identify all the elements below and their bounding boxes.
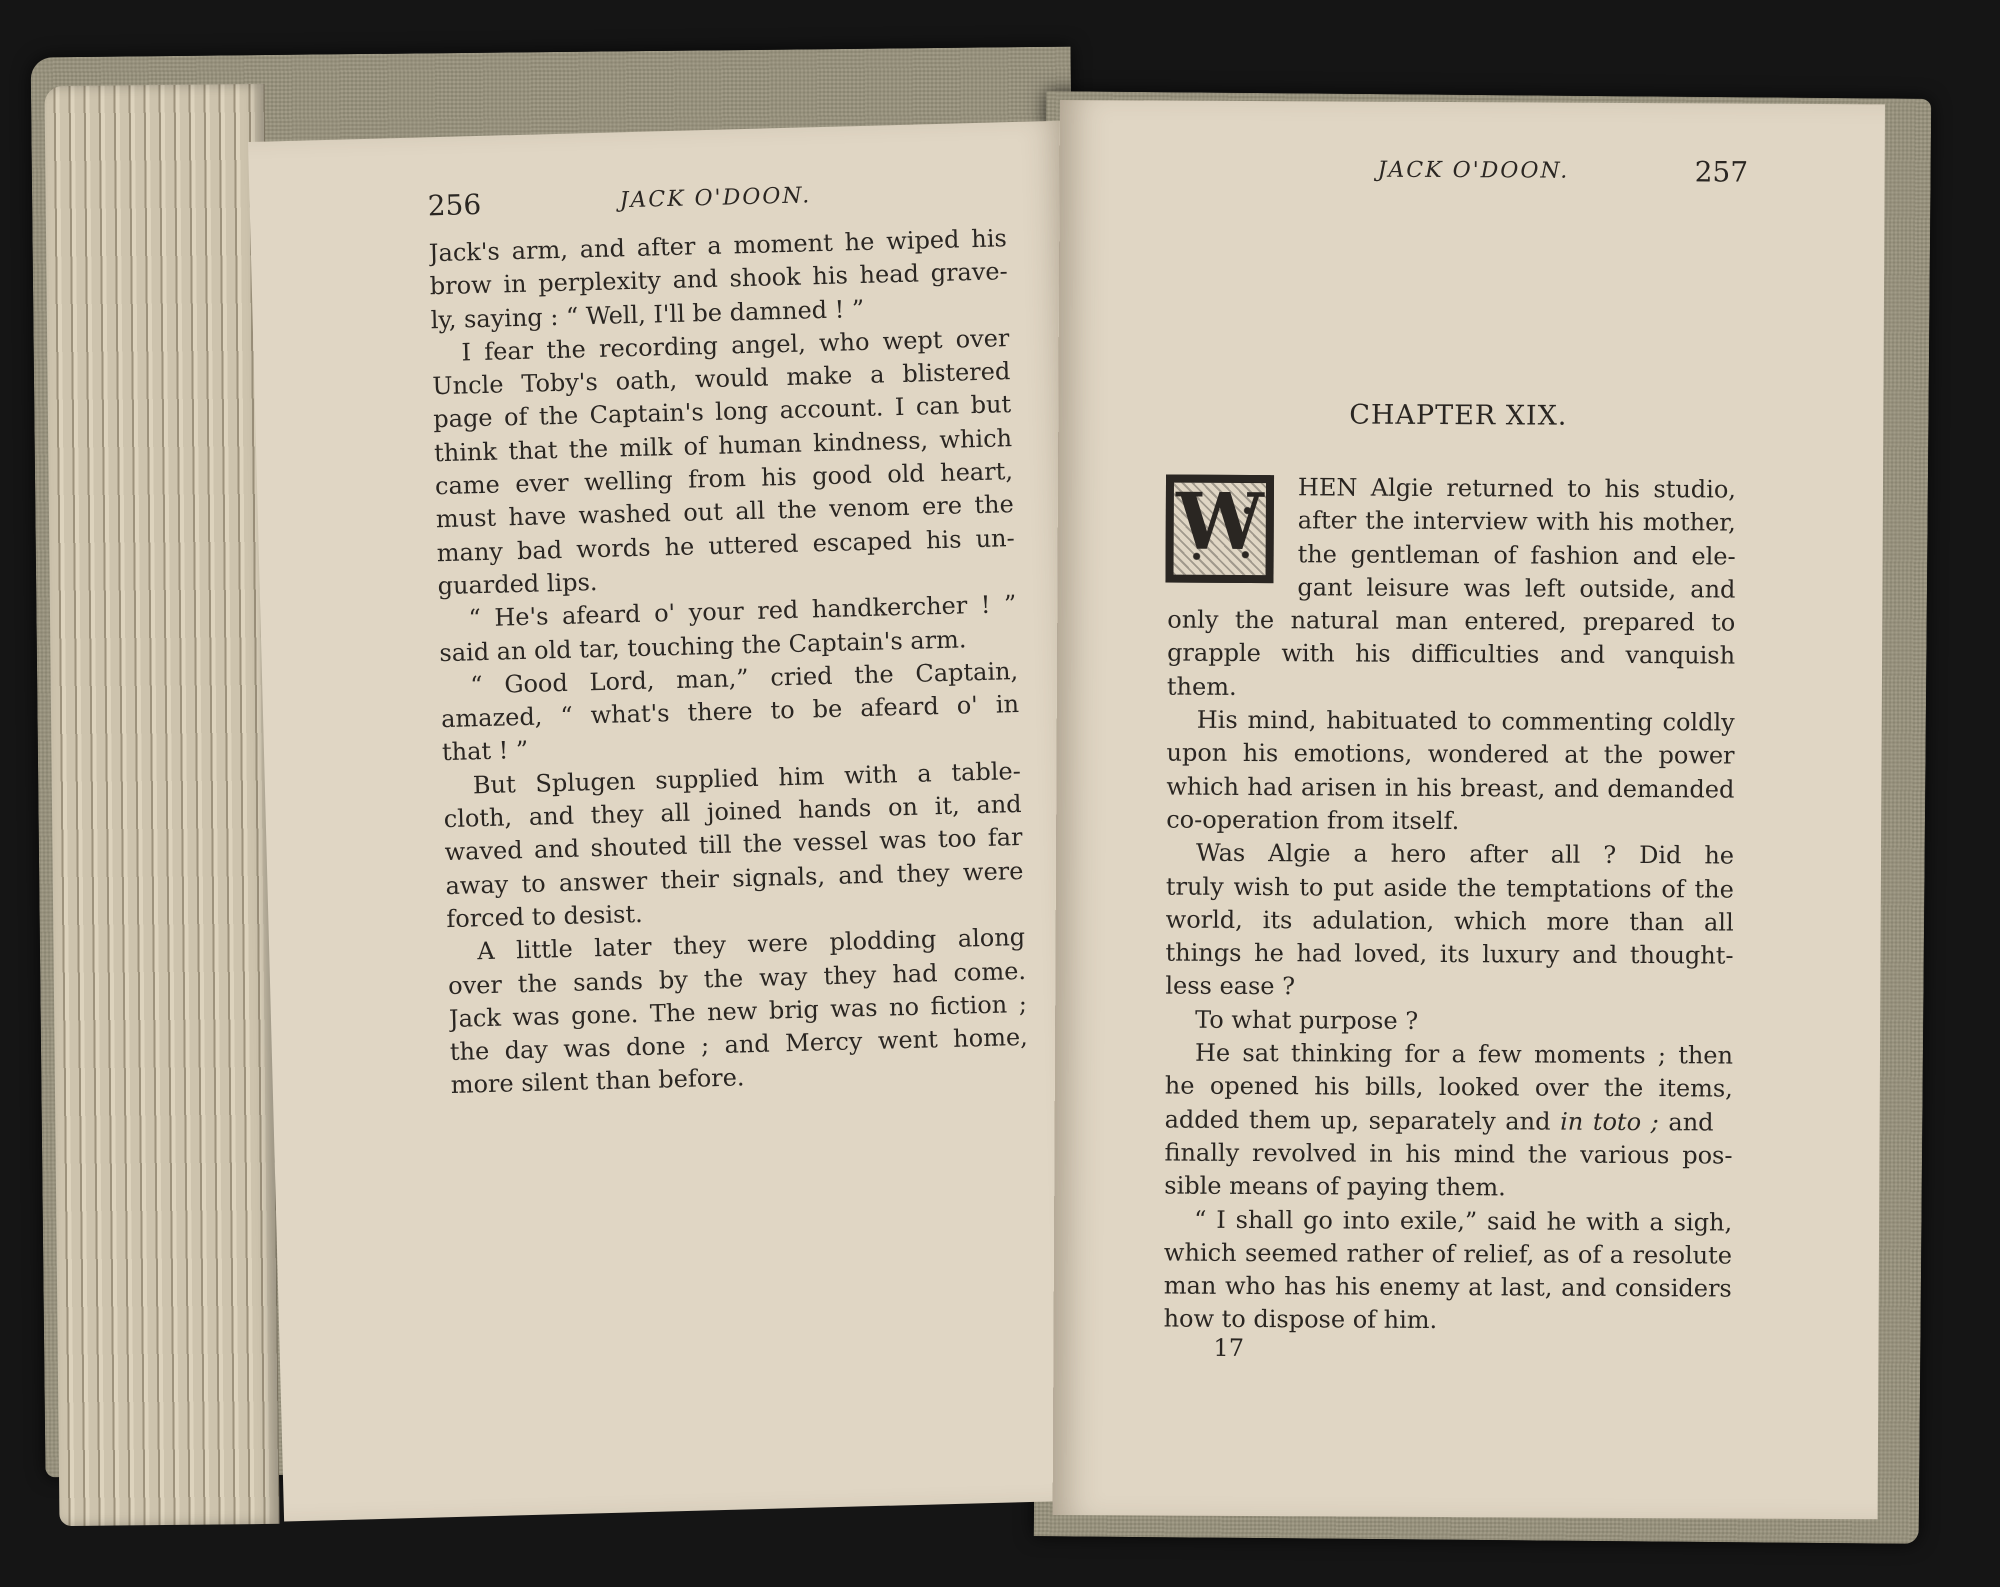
text-line: finally revolved in his mind the various pos- <box>1164 1138 1733 1170</box>
text-line: which seemed rather of relief, as of a resolute <box>1163 1238 1733 1270</box>
text-line: must have washed out all the venom ere the <box>435 490 1015 534</box>
text-line: away to answer their signals, and they were <box>445 856 1024 900</box>
text-segment: and <box>1668 1107 1714 1137</box>
text-line: To what purpose ? <box>1195 1005 1419 1035</box>
text-line: he opened his bills, looked over the items, <box>1164 1071 1733 1103</box>
text-line: His mind, habituated to commenting coldly <box>1196 705 1735 737</box>
text-line: A little later they were plodding along <box>476 923 1026 966</box>
text-line: more silent than before. <box>450 1063 745 1100</box>
text-line: the gentleman of fashion and ele- <box>1297 539 1736 571</box>
text-line: over the sands by the way they had come. <box>447 956 1027 1000</box>
text-line: brow in perplexity and shook his head grave- <box>429 257 1009 301</box>
text-line: gant leisure was left outside, and <box>1297 573 1736 604</box>
text-line: guarded lips. <box>437 567 598 601</box>
text-line: how to dispose of him. <box>1163 1304 1438 1335</box>
body-text <box>1164 471 1737 1340</box>
text-line: waved and shouted till the vessel was too far <box>444 823 1023 867</box>
text-line: HEN Algie returned to his studio, <box>1297 473 1737 504</box>
text-line: think that the milk of human kindness, which <box>433 423 1013 468</box>
chapter-title: CHAPTER XIX. <box>1349 399 1568 432</box>
page-number: 257 <box>1694 155 1749 189</box>
text-line: Uncle Toby's oath, would make a blistered <box>432 357 1011 401</box>
text-line: grapple with his difficulties and vanquish <box>1167 639 1736 671</box>
running-head: JACK O'DOON. <box>619 183 812 214</box>
text-line: world, its adulation, which more than all <box>1165 905 1734 937</box>
drop-cap-letter: W <box>1175 476 1264 569</box>
text-line: truly wish to put aside the temptations of the <box>1165 872 1734 904</box>
text-line: came ever welling from his good old heart, <box>434 457 1014 501</box>
text-line: cloth, and they all joined hands on it, and <box>443 790 1022 834</box>
text-line: sible means of paying them. <box>1164 1171 1506 1202</box>
text-line: amazed, “ what's there to be afeard o' in <box>440 690 1020 734</box>
text-line: co-operation from itself. <box>1166 805 1460 836</box>
text-line: ly, saying : “ Well, I'll be damned ! ” <box>430 294 865 334</box>
text-line: Was Algie a hero after all ? Did he <box>1195 838 1735 870</box>
text-line: the day was done ; and Mercy went home, <box>449 1023 1029 1067</box>
page-number: 256 <box>427 187 482 223</box>
text-line: But Splugen supplied him with a table- <box>472 756 1022 800</box>
text-line: many bad words he uttered escaped his un- <box>436 523 1015 567</box>
text-line: Jack was gone. The new brig was no fiction ; <box>448 989 1028 1033</box>
text-line: I fear the recording angel, who wept over <box>461 324 1010 367</box>
text-line: only the natural man entered, prepared to <box>1167 605 1736 637</box>
right-page <box>1053 100 1885 1519</box>
text-line: them. <box>1166 672 1237 701</box>
body-text <box>429 222 1029 1103</box>
text-segment: added them up, separately and <box>1164 1105 1551 1136</box>
text-line: He sat thinking for a few moments ; then <box>1194 1038 1734 1070</box>
left-page <box>248 121 1102 1522</box>
text-line <box>1165 1103 1733 1139</box>
text-line: man who has his enemy at last, and considers <box>1163 1271 1732 1303</box>
text-line: after the interview with his mother, <box>1297 506 1736 537</box>
text-line: “ He's afeard o' your red handkercher ! ” <box>468 590 1017 633</box>
text-line: upon his emotions, wondered at the power <box>1166 738 1735 770</box>
text-line: things he had loved, its luxury and thought- <box>1165 938 1734 970</box>
text-line: Jack's arm, and after a moment he wiped his <box>428 224 1008 268</box>
text-line: which had arisen in his breast, and demanded <box>1166 772 1735 804</box>
text-line: that ! ” <box>441 736 529 767</box>
text-line: “ I shall go into exile,” said he with a sigh, <box>1194 1205 1733 1237</box>
text-line: “ Good Lord, man,” cried the Captain, <box>469 656 1019 700</box>
italic-phrase: in toto ; <box>1560 1107 1659 1136</box>
text-line: page of the Captain's long account. I can but <box>432 390 1012 434</box>
signature-mark: 17 <box>1213 1333 1245 1362</box>
text-line: said an old tar, touching the Captain's arm. <box>439 624 967 667</box>
text-line: forced to desist. <box>446 899 644 934</box>
text-line: less ease ? <box>1165 972 1296 1001</box>
page-edges <box>44 84 279 1526</box>
running-head: JACK O'DOON. <box>1377 157 1570 184</box>
